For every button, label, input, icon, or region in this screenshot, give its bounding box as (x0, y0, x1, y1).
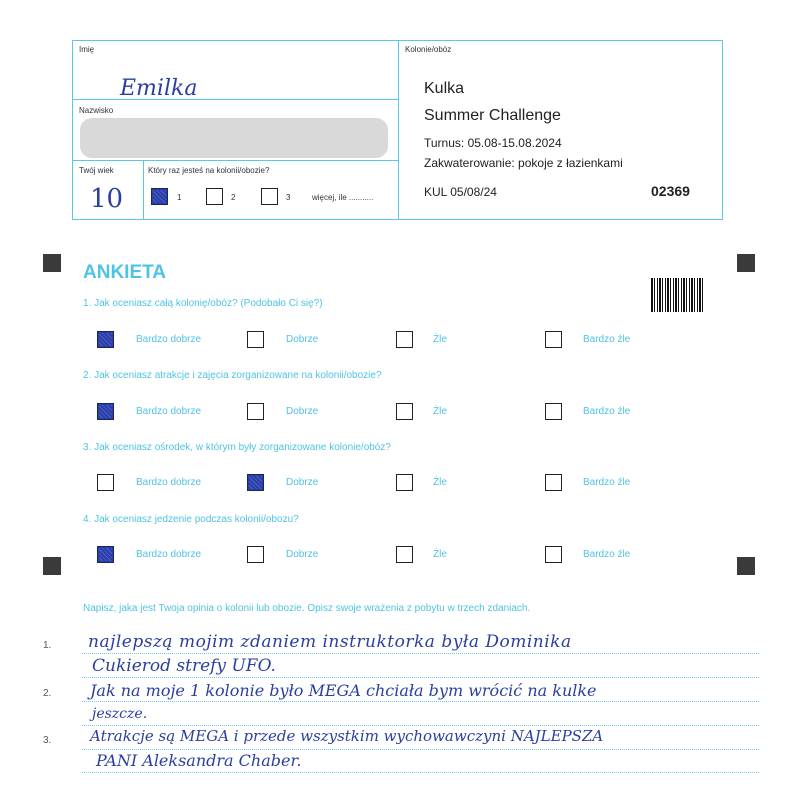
survey-title: ANKIETA (83, 262, 167, 283)
q2-option-label: Źle (433, 406, 447, 417)
handwritten-line-2: Cukierod strefy UFO. (92, 656, 276, 676)
handwritten-line-6: PANI Aleksandra Chaber. (96, 751, 302, 770)
answer-line (82, 701, 759, 702)
q2-option-zle-checkbox[interactable] (396, 403, 413, 420)
q3-option-bardzo-dobrze-checkbox[interactable] (97, 474, 114, 491)
camp-program: Summer Challenge (424, 107, 561, 124)
registration-mark (43, 254, 61, 272)
times-label: Który raz jesteś na kolonii/obozie? (148, 166, 270, 175)
handwritten-line-3: Jak na moje 1 kolonie było MEGA chciała bym wrócić na kulke (90, 681, 597, 700)
age-label: Twój wiek (79, 166, 114, 175)
answer-line (82, 772, 759, 773)
q1-option-label: Źle (433, 334, 447, 345)
q1-option-zle-checkbox[interactable] (396, 331, 413, 348)
times-option-3: 3 (286, 193, 291, 202)
line-number: 1. (43, 640, 52, 651)
q4-option-label: Bardzo dobrze (136, 549, 202, 560)
redacted-surname (80, 118, 388, 158)
accommodation: Zakwaterowanie: pokoje z łazienkami (424, 156, 623, 170)
question-1: 1. Jak oceniasz całą kolonię/obóz? (Podobało Ci się?) (83, 298, 323, 309)
times-checkbox-3[interactable] (261, 188, 278, 205)
age-value: 10 (90, 184, 124, 214)
q1-option-label: Bardzo dobrze (136, 334, 202, 345)
answer-line (82, 725, 759, 726)
handwritten-line-4: jeszcze. (92, 706, 148, 722)
turnus: Turnus: 05.08-15.08.2024 (424, 136, 562, 150)
q4-option-zle-checkbox[interactable] (396, 546, 413, 563)
surname-label: Nazwisko (79, 106, 114, 115)
opinion-prompt: Napisz, jaka jest Twoja opinia o kolonii lub obozie. Opisz swoje wrażenia z pobytu w trzech zdaniach. (83, 603, 531, 614)
form-number: 02369 (651, 183, 690, 199)
registration-mark (737, 557, 755, 575)
q1-option-label: Bardzo źle (583, 334, 631, 345)
q3-option-zle-checkbox[interactable] (396, 474, 413, 491)
name-value: Emilka (120, 76, 198, 101)
answer-line (82, 653, 759, 654)
q2-option-bardzo-zle-checkbox[interactable] (545, 403, 562, 420)
q4-option-label: Dobrze (286, 549, 319, 560)
divider (398, 40, 399, 220)
line-number: 2. (43, 688, 52, 699)
camp-code: KUL 05/08/24 (424, 185, 497, 199)
name-label: Imię (79, 45, 95, 54)
q4-option-bardzo-zle-checkbox[interactable] (545, 546, 562, 563)
line-number: 3. (43, 735, 52, 746)
q2-option-label: Bardzo źle (583, 406, 631, 417)
question-2: 2. Jak oceniasz atrakcje i zajęcia zorganizowane na kolonii/obozie? (83, 370, 382, 381)
divider (72, 160, 398, 161)
q3-option-label: Źle (433, 477, 447, 488)
q3-option-label: Bardzo dobrze (136, 477, 202, 488)
answer-line (82, 677, 759, 678)
q3-option-dobrze-checkbox[interactable] (247, 474, 264, 491)
q3-option-bardzo-zle-checkbox[interactable] (545, 474, 562, 491)
camp-name: Kulka (424, 80, 465, 97)
times-option-2: 2 (231, 193, 236, 202)
q3-option-label: Dobrze (286, 477, 319, 488)
times-checkbox-2[interactable] (206, 188, 223, 205)
registration-mark (43, 557, 61, 575)
q2-option-label: Bardzo dobrze (136, 406, 202, 417)
q3-option-label: Bardzo źle (583, 477, 631, 488)
times-checkbox-1[interactable] (151, 188, 168, 205)
q2-option-label: Dobrze (286, 406, 319, 417)
q4-option-label: Bardzo źle (583, 549, 631, 560)
barcode (651, 278, 705, 312)
question-3: 3. Jak oceniasz ośrodek, w którym były zorganizowane kolonie/obóz? (83, 442, 391, 453)
q2-option-dobrze-checkbox[interactable] (247, 403, 264, 420)
q2-option-bardzo-dobrze-checkbox[interactable] (97, 403, 114, 420)
times-option-1: 1 (177, 193, 182, 202)
q1-option-label: Dobrze (286, 334, 319, 345)
q4-option-dobrze-checkbox[interactable] (247, 546, 264, 563)
camp-label: Kolonie/obóz (405, 45, 452, 54)
q1-option-bardzo-zle-checkbox[interactable] (545, 331, 562, 348)
q1-option-bardzo-dobrze-checkbox[interactable] (97, 331, 114, 348)
handwritten-line-1: najlepszą mojim zdaniem instruktorka była Dominika (88, 632, 572, 652)
times-more-label: więcej, ile ........... (312, 193, 374, 202)
q1-option-dobrze-checkbox[interactable] (247, 331, 264, 348)
registration-mark (737, 254, 755, 272)
q4-option-label: Źle (433, 549, 447, 560)
answer-line (82, 749, 759, 750)
divider (143, 160, 144, 220)
q4-option-bardzo-dobrze-checkbox[interactable] (97, 546, 114, 563)
handwritten-line-5: Atrakcje są MEGA i przede wszystkim wychowawczyni NAJLEPSZA (90, 727, 604, 745)
question-4: 4. Jak oceniasz jedzenie podczas kolonii/obozu? (83, 514, 299, 525)
